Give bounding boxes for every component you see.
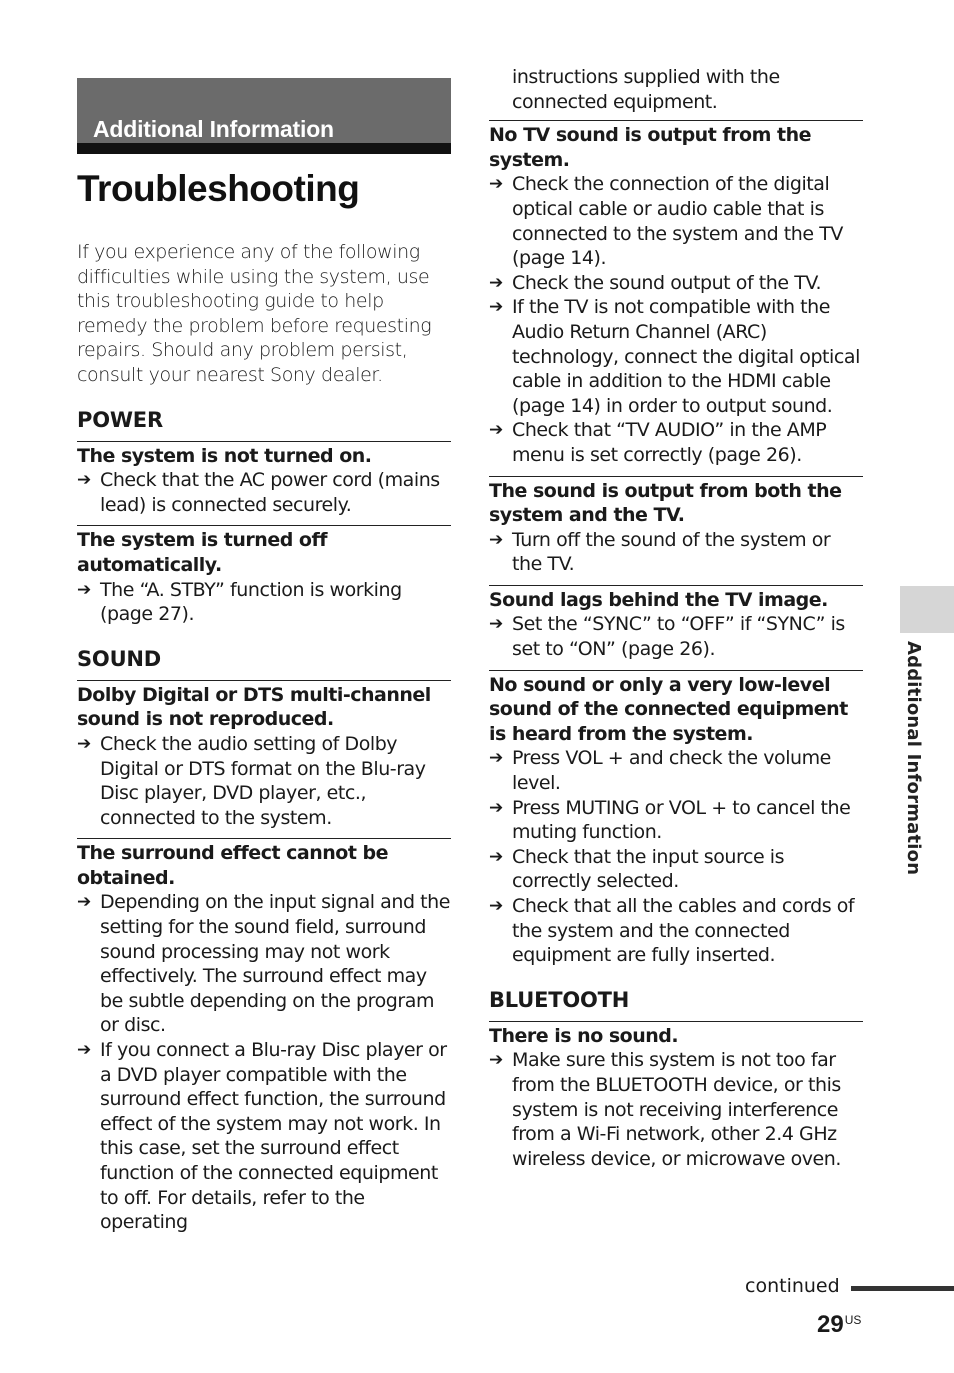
solution-text: Check the sound output of the TV. — [512, 271, 822, 294]
arrow-icon: ➔ — [489, 846, 503, 867]
issue-title: Dolby Digital or DTS multi-channel sound is not reproduced. — [77, 683, 431, 731]
page-number-value: 29 — [817, 1311, 844, 1338]
arrow-icon: ➔ — [489, 420, 503, 441]
page-number-suffix: US — [844, 1313, 862, 1327]
issue-block — [77, 441, 451, 518]
solution-item — [77, 732, 451, 830]
solution-text: Depending on the input signal and the setting for the sound field, surround sound processing may not work effectively. The surround effect may be subtle depending on the program or disc. — [100, 891, 450, 1037]
issue-block — [77, 838, 451, 1235]
solution-item — [489, 1048, 863, 1171]
continued-bar — [851, 1286, 954, 1291]
arrow-icon: ➔ — [489, 174, 503, 195]
issue-title: No sound or only a very low-level sound of the connected equipment is heard from the system. — [489, 673, 848, 745]
side-tab-label: Additional Information — [903, 641, 924, 876]
solution-text: Make sure this system is not too far from the BLUETOOTH device, or this system is not receiving interference from a Wi-Fi network, other 2.4 GHz wireless device, or microwave oven. — [512, 1049, 841, 1170]
bluetooth-issues — [489, 1021, 863, 1172]
arrow-icon: ➔ — [489, 272, 503, 293]
issue-title: The system is turned off automatically. — [77, 529, 328, 576]
arrow-icon: ➔ — [77, 579, 91, 600]
solution-text: Press VOL + and check the volume level. — [512, 747, 831, 795]
solution-item — [489, 796, 863, 845]
sound-issues-continued — [489, 120, 863, 968]
power-issues — [77, 441, 451, 627]
arrow-icon: ➔ — [77, 892, 91, 913]
issue-title: The system is not turned on. — [77, 444, 372, 467]
arrow-icon: ➔ — [489, 748, 503, 769]
solution-item — [489, 418, 863, 467]
solution-text: The “A. STBY” function is working (page 27). — [100, 578, 402, 626]
solution-item — [489, 894, 863, 968]
arrow-icon: ➔ — [489, 297, 503, 318]
issue-block — [489, 476, 863, 577]
solution-text: Check that “TV AUDIO” in the AMP menu is set correctly (page 26). — [512, 419, 827, 466]
issue-title: Sound lags behind the TV image. — [489, 588, 828, 611]
solution-text: Check that the input source is correctly selected. — [512, 845, 785, 893]
continuation-text: instructions supplied with the connected equipment. — [512, 66, 780, 113]
arrow-icon: ➔ — [489, 529, 503, 550]
left-column — [77, 78, 451, 1243]
sound-issues — [77, 680, 451, 1235]
arrow-icon: ➔ — [489, 896, 503, 916]
issue-title: The sound is output from both the system and the TV. — [489, 479, 842, 527]
solution-item — [489, 612, 863, 661]
solution-text: Check the audio setting of Dolby Digital or DTS format on the Blu-ray Disc player, DVD player, etc., connected to the system. — [100, 732, 426, 829]
solution-item — [77, 890, 451, 1038]
issue-block — [77, 525, 451, 626]
solution-item — [489, 271, 863, 296]
solution-item — [77, 468, 451, 517]
solution-text: Set the “SYNC” to “OFF” if “SYNC” is set to “ON” (page 26). — [512, 613, 845, 661]
solution-item — [489, 295, 863, 418]
solution-text: If you connect a Blu-ray Disc player or a DVD player compatible with the surround effect function, the surround effect of the system may not work. In this case, set the surround effect function of the connected equipment to off. For details, refer to the operating — [100, 1039, 447, 1234]
solution-text: Press MUTING or VOL + to cancel the muting function. — [512, 796, 851, 844]
issue-block — [77, 680, 451, 831]
arrow-icon: ➔ — [77, 470, 91, 491]
category-heading-sound: SOUND — [77, 646, 162, 671]
solution-text: Turn off the sound of the system or the TV. — [512, 528, 831, 576]
arrow-icon: ➔ — [489, 1050, 503, 1071]
solution-item — [77, 1038, 451, 1235]
category-heading-power: POWER — [77, 407, 163, 432]
side-tab-marker — [900, 586, 954, 633]
right-column — [489, 65, 863, 1179]
arrow-icon: ➔ — [77, 1040, 91, 1061]
arrow-icon: ➔ — [77, 733, 91, 754]
issue-block — [489, 120, 863, 467]
intro-paragraph: If you experience any of the following difficulties while using the system, use this troubleshooting guide to help remedy the problem before requesting repairs. Should any problem persist, consult your nearest Sony dealer. — [77, 241, 432, 386]
page-title: Troubleshooting — [77, 168, 360, 209]
arrow-icon: ➔ — [489, 797, 503, 818]
issue-title: No TV sound is output from the system. — [489, 124, 811, 171]
solution-text: Check that all the cables and cords of the system and the connected equipment are fully inserted. — [512, 895, 855, 967]
continued-label: continued — [745, 1275, 840, 1297]
issue-block — [489, 585, 863, 662]
issue-title: There is no sound. — [489, 1024, 679, 1047]
solution-item — [489, 528, 863, 577]
solution-item — [489, 746, 863, 795]
solution-text: Check that the AC power cord (mains lead) is connected securely. — [100, 469, 440, 516]
solution-item — [489, 845, 863, 894]
solution-item — [77, 578, 451, 627]
category-heading-bluetooth: BLUETOOTH — [489, 987, 630, 1012]
issue-title: The surround effect cannot be obtained. — [77, 842, 389, 889]
solution-text: If the TV is not compatible with the Audio Return Channel (ARC) technology, connect the digital optical cable in addition to the HDMI cable (page 14) in order to output sound. — [512, 296, 860, 417]
solution-text: Check the connection of the digital optical cable or audio cable that is connected to the system and the TV (page 14). — [512, 173, 843, 270]
page-number — [817, 1311, 861, 1339]
solution-item — [489, 172, 863, 270]
section-banner: Additional Information — [77, 78, 451, 154]
issue-block — [489, 670, 863, 968]
issue-block — [489, 1021, 863, 1172]
arrow-icon: ➔ — [489, 614, 503, 635]
